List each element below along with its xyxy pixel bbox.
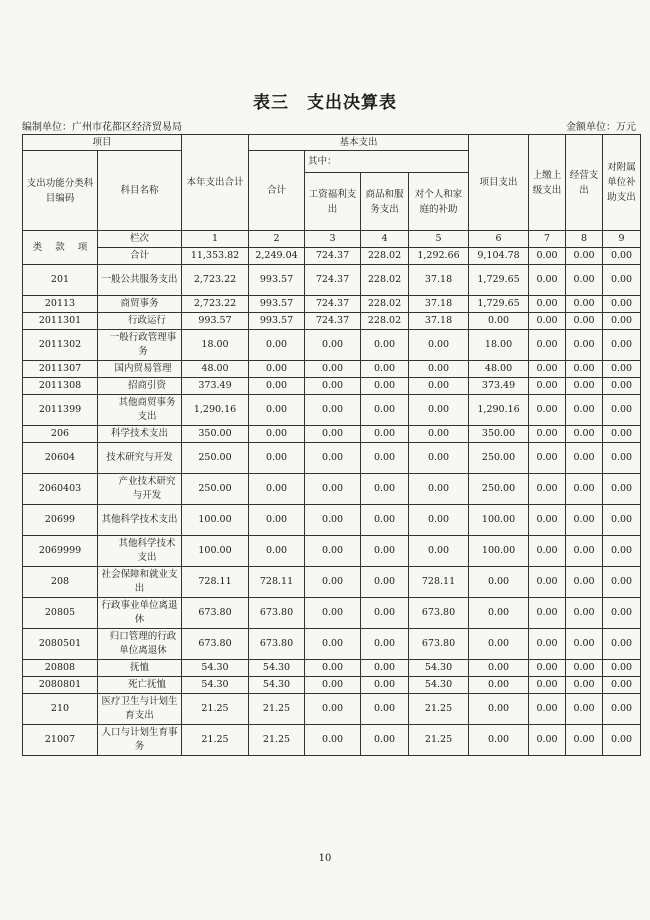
row-value: 0.00 — [603, 330, 641, 361]
row-value: 0.00 — [603, 474, 641, 505]
row-value: 0.00 — [361, 629, 409, 660]
col-num-5: 5 — [409, 231, 469, 248]
row-code: 21007 — [23, 725, 98, 756]
row-value: 0.00 — [566, 378, 603, 395]
table-row — [23, 426, 641, 443]
row-value: 0.00 — [603, 378, 641, 395]
row-value: 724.37 — [305, 265, 361, 296]
row-value: 0.00 — [469, 725, 529, 756]
row-code: 2069999 — [23, 536, 98, 567]
table-row — [23, 265, 641, 296]
table-row — [23, 296, 641, 313]
row-code: 2011308 — [23, 378, 98, 395]
col-num-4: 4 — [361, 231, 409, 248]
row-value: 0.00 — [603, 694, 641, 725]
row-value: 54.30 — [409, 660, 469, 677]
table-row — [23, 536, 641, 567]
row-value: 0.00 — [409, 474, 469, 505]
row-value: 228.02 — [361, 265, 409, 296]
header-project: 项目 — [23, 135, 182, 151]
row-value: 0.00 — [603, 660, 641, 677]
row-value: 0.00 — [566, 265, 603, 296]
row-value: 2,723.22 — [182, 265, 249, 296]
table-row — [23, 443, 641, 474]
row-subject-name: 一般行政管理事务 — [98, 330, 182, 361]
row-value: 0.00 — [305, 426, 361, 443]
row-value: 0.00 — [305, 694, 361, 725]
row-value: 0.00 — [361, 378, 409, 395]
table-row — [23, 313, 641, 330]
row-value: 993.57 — [249, 313, 305, 330]
row-value: 0.00 — [361, 443, 409, 474]
row-value: 0.00 — [566, 598, 603, 629]
row-value: 673.80 — [249, 629, 305, 660]
row-value: 673.80 — [182, 598, 249, 629]
row-value: 21.25 — [409, 725, 469, 756]
row-value: 0.00 — [409, 443, 469, 474]
row-value: 0.00 — [529, 443, 566, 474]
row-value: 0.00 — [529, 536, 566, 567]
row-code: 2080501 — [23, 629, 98, 660]
row-value: 0.00 — [305, 443, 361, 474]
row-value: 1,729.65 — [469, 296, 529, 313]
row-value: 21.25 — [182, 725, 249, 756]
row-value: 0.00 — [249, 330, 305, 361]
table-row — [23, 629, 641, 660]
amount-unit: 金额单位：万元 — [566, 122, 636, 133]
row-subject-name: 其他商贸事务支出 — [98, 395, 182, 426]
row-value: 0.00 — [409, 330, 469, 361]
row-value: 0.00 — [566, 536, 603, 567]
row-subject-name: 其他科学技术支出 — [98, 505, 182, 536]
row-value: 0.00 — [249, 505, 305, 536]
row-value: 0.00 — [361, 474, 409, 505]
total-cell: 9,104.78 — [469, 248, 529, 265]
table-row — [23, 660, 641, 677]
row-code: 20113 — [23, 296, 98, 313]
row-value: 0.00 — [529, 330, 566, 361]
table-header — [23, 135, 641, 265]
row-subject-name: 人口与计划生育事务 — [98, 725, 182, 756]
row-value: 48.00 — [182, 361, 249, 378]
row-code: 210 — [23, 694, 98, 725]
row-value: 0.00 — [603, 536, 641, 567]
row-value: 0.00 — [603, 505, 641, 536]
table-row — [23, 474, 641, 505]
row-value: 0.00 — [305, 660, 361, 677]
row-value: 21.25 — [249, 694, 305, 725]
header-year-total: 本年支出合计 — [182, 135, 249, 231]
row-value: 0.00 — [529, 677, 566, 694]
row-subject-name: 招商引资 — [98, 378, 182, 395]
header-of-which: 其中： — [305, 151, 469, 173]
row-code: 2011399 — [23, 395, 98, 426]
row-subject-name: 归口管理的行政单位离退休 — [98, 629, 182, 660]
row-value: 0.00 — [305, 725, 361, 756]
header-subsidy: 对附属单位补助支出 — [603, 135, 641, 231]
row-value: 0.00 — [529, 426, 566, 443]
row-value: 0.00 — [529, 313, 566, 330]
row-subject-name: 医疗卫生与计划生育支出 — [98, 694, 182, 725]
row-value: 0.00 — [361, 536, 409, 567]
row-value: 0.00 — [361, 361, 409, 378]
table-row — [23, 598, 641, 629]
row-value: 21.25 — [409, 694, 469, 725]
row-value: 0.00 — [361, 677, 409, 694]
col-num-9: 9 — [603, 231, 641, 248]
row-value: 250.00 — [469, 443, 529, 474]
row-value: 0.00 — [305, 361, 361, 378]
row-value: 673.80 — [182, 629, 249, 660]
row-value: 0.00 — [566, 443, 603, 474]
table-row — [23, 330, 641, 361]
row-subject-name: 社会保障和就业支出 — [98, 567, 182, 598]
row-value: 673.80 — [249, 598, 305, 629]
row-value: 0.00 — [603, 725, 641, 756]
header-personal: 对个人和家庭的补助 — [409, 173, 469, 231]
row-subject-name: 行政事业单位离退休 — [98, 598, 182, 629]
row-subject-name: 抚恤 — [98, 660, 182, 677]
header-lei: 类 — [32, 241, 43, 253]
row-value: 0.00 — [409, 505, 469, 536]
total-cell: 0.00 — [529, 248, 566, 265]
row-subject-name: 国内贸易管理 — [98, 361, 182, 378]
row-value: 0.00 — [603, 426, 641, 443]
row-value: 0.00 — [566, 330, 603, 361]
row-value: 993.57 — [182, 313, 249, 330]
table-body — [23, 265, 641, 756]
row-value: 0.00 — [566, 629, 603, 660]
row-value: 228.02 — [361, 296, 409, 313]
row-value: 373.49 — [469, 378, 529, 395]
row-value: 0.00 — [469, 567, 529, 598]
row-code: 20604 — [23, 443, 98, 474]
page-number: 10 — [318, 853, 332, 864]
header-lei-kuan-xiang — [23, 231, 98, 265]
row-subject-name: 技术研究与开发 — [98, 443, 182, 474]
row-value: 0.00 — [566, 660, 603, 677]
row-value: 21.25 — [182, 694, 249, 725]
row-value: 18.00 — [182, 330, 249, 361]
header-xiang: 项 — [77, 241, 88, 253]
row-value: 724.37 — [305, 296, 361, 313]
row-value: 0.00 — [529, 265, 566, 296]
row-code: 2060403 — [23, 474, 98, 505]
table-row — [23, 694, 641, 725]
header-basic-total: 合计 — [249, 151, 305, 231]
row-value: 0.00 — [469, 660, 529, 677]
row-value: 724.37 — [305, 313, 361, 330]
row-value: 0.00 — [529, 296, 566, 313]
row-value: 0.00 — [409, 395, 469, 426]
row-value: 0.00 — [361, 567, 409, 598]
row-value: 350.00 — [469, 426, 529, 443]
total-label: 合计 — [98, 248, 182, 265]
header-goods: 商品和服务支出 — [361, 173, 409, 231]
row-value: 0.00 — [529, 598, 566, 629]
row-value: 0.00 — [469, 629, 529, 660]
row-value: 0.00 — [529, 395, 566, 426]
header-kuan: 款 — [55, 241, 65, 253]
row-value: 0.00 — [566, 567, 603, 598]
header-func-code: 支出功能分类科目编码 — [23, 151, 98, 231]
row-value: 18.00 — [469, 330, 529, 361]
row-value: 100.00 — [469, 536, 529, 567]
row-value: 0.00 — [249, 443, 305, 474]
row-value: 2,723.22 — [182, 296, 249, 313]
row-value: 54.30 — [409, 677, 469, 694]
row-value: 0.00 — [529, 361, 566, 378]
row-value: 0.00 — [566, 296, 603, 313]
row-value: 0.00 — [305, 629, 361, 660]
row-value: 0.00 — [603, 296, 641, 313]
row-code: 201 — [23, 265, 98, 296]
row-value: 0.00 — [469, 598, 529, 629]
table-row — [23, 677, 641, 694]
header-wage: 工资福利支出 — [305, 173, 361, 231]
row-value: 0.00 — [409, 426, 469, 443]
row-value: 993.57 — [249, 265, 305, 296]
row-value: 100.00 — [182, 505, 249, 536]
row-value: 0.00 — [529, 474, 566, 505]
table-row — [23, 725, 641, 756]
row-value: 0.00 — [249, 378, 305, 395]
row-value: 54.30 — [249, 677, 305, 694]
row-value: 0.00 — [305, 598, 361, 629]
row-value: 0.00 — [566, 313, 603, 330]
row-value: 350.00 — [182, 426, 249, 443]
row-value: 228.02 — [361, 313, 409, 330]
row-value: 250.00 — [469, 474, 529, 505]
row-value: 0.00 — [529, 629, 566, 660]
row-value: 0.00 — [305, 395, 361, 426]
row-value: 0.00 — [529, 505, 566, 536]
total-cell: 2,249.04 — [249, 248, 305, 265]
row-value: 0.00 — [603, 395, 641, 426]
row-value: 728.11 — [182, 567, 249, 598]
table-row — [23, 505, 641, 536]
row-subject-name: 死亡抚恤 — [98, 677, 182, 694]
row-value: 0.00 — [361, 330, 409, 361]
row-value: 37.18 — [409, 296, 469, 313]
row-value: 0.00 — [603, 677, 641, 694]
col-num-6: 6 — [469, 231, 529, 248]
row-value: 0.00 — [409, 361, 469, 378]
row-code: 2011302 — [23, 330, 98, 361]
row-value: 0.00 — [603, 629, 641, 660]
row-value: 0.00 — [305, 378, 361, 395]
row-value: 0.00 — [361, 660, 409, 677]
row-value: 0.00 — [409, 378, 469, 395]
row-value: 0.00 — [529, 725, 566, 756]
table-row — [23, 567, 641, 598]
row-subject-name: 一般公共服务支出 — [98, 265, 182, 296]
table-row — [23, 378, 641, 395]
row-code: 2011307 — [23, 361, 98, 378]
col-num-1: 1 — [182, 231, 249, 248]
row-value: 250.00 — [182, 443, 249, 474]
row-value: 0.00 — [566, 694, 603, 725]
total-cell: 11,353.82 — [182, 248, 249, 265]
page-title — [0, 88, 650, 113]
header-basic: 基本支出 — [249, 135, 469, 151]
row-value: 0.00 — [566, 677, 603, 694]
row-value: 0.00 — [361, 395, 409, 426]
col-num-7: 7 — [529, 231, 566, 248]
col-num-2: 2 — [249, 231, 305, 248]
row-subject-name: 其他科学技术支出 — [98, 536, 182, 567]
row-value: 673.80 — [409, 598, 469, 629]
row-value: 0.00 — [249, 426, 305, 443]
row-value: 728.11 — [249, 567, 305, 598]
row-value: 0.00 — [249, 361, 305, 378]
row-code: 208 — [23, 567, 98, 598]
row-value: 0.00 — [529, 660, 566, 677]
row-value: 0.00 — [361, 505, 409, 536]
row-value: 0.00 — [529, 567, 566, 598]
total-cell: 724.37 — [305, 248, 361, 265]
expenditure-table — [22, 134, 641, 756]
row-value: 100.00 — [469, 505, 529, 536]
row-value: 1,290.16 — [182, 395, 249, 426]
row-value: 0.00 — [249, 474, 305, 505]
row-value: 0.00 — [305, 330, 361, 361]
row-value: 373.49 — [182, 378, 249, 395]
title-table-number: 表三 — [253, 93, 289, 113]
total-cell: 228.02 — [361, 248, 409, 265]
row-value: 0.00 — [566, 725, 603, 756]
row-value: 0.00 — [566, 505, 603, 536]
row-value: 54.30 — [182, 677, 249, 694]
table-row — [23, 361, 641, 378]
row-code: 20808 — [23, 660, 98, 677]
row-value: 0.00 — [529, 694, 566, 725]
row-value: 37.18 — [409, 313, 469, 330]
total-cell: 0.00 — [566, 248, 603, 265]
row-value: 54.30 — [182, 660, 249, 677]
row-subject-name: 科学技术支出 — [98, 426, 182, 443]
row-value: 0.00 — [603, 313, 641, 330]
col-num-3: 3 — [305, 231, 361, 248]
row-value: 0.00 — [566, 474, 603, 505]
row-value: 21.25 — [249, 725, 305, 756]
row-value: 0.00 — [469, 313, 529, 330]
title-text: 支出决算表 — [307, 93, 397, 113]
row-value: 1,729.65 — [469, 265, 529, 296]
compiling-unit: 编制单位：广州市花都区经济贸易局 — [22, 122, 182, 133]
row-value: 0.00 — [529, 378, 566, 395]
row-value: 0.00 — [249, 536, 305, 567]
header-business: 经营支出 — [566, 135, 603, 231]
row-value: 0.00 — [469, 694, 529, 725]
row-value: 728.11 — [409, 567, 469, 598]
header-lanci: 栏次 — [98, 231, 182, 248]
row-value: 993.57 — [249, 296, 305, 313]
row-value: 48.00 — [469, 361, 529, 378]
row-value: 0.00 — [305, 536, 361, 567]
row-value: 0.00 — [603, 265, 641, 296]
row-value: 100.00 — [182, 536, 249, 567]
row-value: 0.00 — [566, 361, 603, 378]
row-code: 20699 — [23, 505, 98, 536]
col-num-8: 8 — [566, 231, 603, 248]
row-subject-name: 商贸事务 — [98, 296, 182, 313]
row-value: 37.18 — [409, 265, 469, 296]
row-value: 0.00 — [249, 395, 305, 426]
row-value: 0.00 — [361, 694, 409, 725]
row-value: 0.00 — [305, 567, 361, 598]
row-value: 0.00 — [603, 598, 641, 629]
row-value: 0.00 — [566, 395, 603, 426]
row-value: 0.00 — [566, 426, 603, 443]
row-value: 250.00 — [182, 474, 249, 505]
table-row — [23, 395, 641, 426]
row-value: 0.00 — [409, 536, 469, 567]
row-value: 0.00 — [305, 474, 361, 505]
row-value: 0.00 — [603, 567, 641, 598]
row-value: 0.00 — [361, 598, 409, 629]
row-value: 0.00 — [469, 677, 529, 694]
row-value: 0.00 — [305, 505, 361, 536]
header-subject-name: 科目名称 — [98, 151, 182, 231]
header-upper: 上缴上级支出 — [529, 135, 566, 231]
total-cell: 0.00 — [603, 248, 641, 265]
row-code: 2011301 — [23, 313, 98, 330]
total-cell: 1,292.66 — [409, 248, 469, 265]
row-value: 0.00 — [603, 443, 641, 474]
header-project-exp: 项目支出 — [469, 135, 529, 231]
row-value: 673.80 — [409, 629, 469, 660]
row-code: 20805 — [23, 598, 98, 629]
row-code: 206 — [23, 426, 98, 443]
row-subject-name: 行政运行 — [98, 313, 182, 330]
row-value: 0.00 — [603, 361, 641, 378]
row-subject-name: 产业技术研究与开发 — [98, 474, 182, 505]
row-value: 1,290.16 — [469, 395, 529, 426]
row-value: 54.30 — [249, 660, 305, 677]
row-value: 0.00 — [305, 677, 361, 694]
row-code: 2080801 — [23, 677, 98, 694]
row-value: 0.00 — [361, 725, 409, 756]
row-value: 0.00 — [361, 426, 409, 443]
